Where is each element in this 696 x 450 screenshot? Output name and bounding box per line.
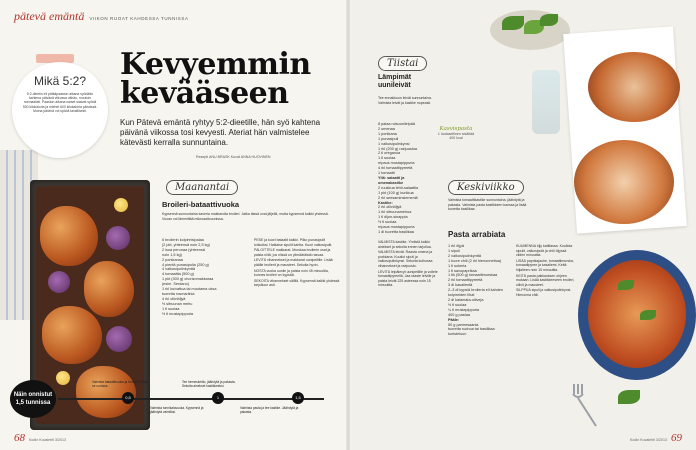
timeline-marker: 1,5	[292, 392, 304, 404]
ingredient: 1 tl savupaprikaa	[448, 268, 477, 273]
ingredient: 8 palaa ruisuunileipää	[378, 122, 415, 126]
folio-right	[630, 432, 682, 444]
ingredient: ½ sitruunan mehu	[162, 301, 193, 306]
ingredient: tuoretta rosmariinia	[162, 291, 195, 296]
ingredient: rripaus mustapippuria	[378, 161, 415, 166]
steps-keskiviikko	[516, 244, 576, 299]
ingredient: 2 rkl oliiviöljyä	[378, 205, 402, 210]
dish-title-tiistai	[378, 74, 411, 90]
ingredient: 2 rkl tomaattipyreetä	[448, 278, 483, 283]
chicken-piece	[42, 306, 102, 364]
running-header	[14, 9, 189, 24]
page-number: 69	[670, 432, 682, 444]
ingredient: 1 rkl öljyä	[448, 244, 465, 248]
timeline-marker: 0,5	[122, 392, 134, 404]
open-sandwich-photo	[574, 140, 674, 224]
day-tag-maanantai: Maanantai	[166, 180, 238, 195]
ingredient: 1 porkkana	[378, 131, 397, 136]
ingredient: 4 rkl tomaattipyreetä	[378, 166, 413, 171]
ingredient-heading: omenakastike	[378, 180, 404, 185]
intro-keskiviikko: Valmista tomaattikastike sunnuntaina, jäähdytä ja pakasta. Valmista pasta kastikkeen kanssa ja lisää tuoretta basilikaa.	[448, 198, 527, 212]
ingredient: 400 g pastaa	[448, 312, 470, 317]
day-tag-tiistai: Tiistai	[378, 56, 427, 71]
callout-kasvispasta	[436, 126, 476, 140]
step: VALMISTA leivät. Raasta omena ja porkkana. Kuutioi sipuli ja valkosipulinkynsi. Sekoita kulhossa vihannekset ja raejuusto.	[378, 250, 433, 268]
chicken-piece	[84, 261, 134, 317]
ingredient: 50 g parmesaania	[448, 322, 479, 327]
ingredient: 1 tomaatti	[378, 171, 395, 176]
section-title: VIIKON RUOAT KAHDESSA TUNNISSA	[89, 16, 189, 21]
lemon-slice	[114, 198, 128, 212]
ingredient: 2 valkosipulinkynttä	[448, 253, 481, 258]
ingredient: 1 dl tuoretta basilikaa	[378, 229, 414, 234]
sticker-text: 5:2-dieetin eli pätkäpaaston aikana syödään kahtena päivänä viikossa vähän, muutoin normaalisti. Paaston aikana naiset saavat syödä 500 kilokaloria ja miehet 600 kilokaloria päivässä. Muina päivinä voi syödä tavallisesti.	[22, 92, 98, 113]
red-onion	[106, 226, 130, 250]
salad-leaf	[540, 14, 558, 26]
step: SILPPUA sipuli ja valkosipulinkynsi. Hienonna chili.	[516, 288, 572, 297]
water-glass	[532, 70, 560, 134]
ingredient: 4 rkl oliiviöljyä	[162, 296, 186, 301]
open-sandwich-photo	[588, 52, 680, 122]
ingredient: ½ tl suolaa	[448, 302, 467, 307]
page-number: 68	[14, 432, 25, 444]
ingredients-maanantai	[162, 238, 248, 317]
chicken-piece	[40, 206, 98, 266]
ingredient-heading: Kastike:	[378, 200, 393, 205]
ingredient-heading: Yllä: salaatti ja	[378, 175, 405, 180]
timeline-note: Valmista tonnikalavuoka. Kypsennä ja jäähdytä valmiiksi.	[150, 406, 204, 414]
step: PALOITTELE makkarat. Murskaa broilerin osat ja paista niitä, jos niissä on ylimääräistä rasvaa.	[254, 248, 331, 257]
ingredient: 6 broilerin koipireisipalaa	[162, 238, 204, 242]
red-onion	[106, 326, 132, 352]
timeline	[10, 380, 348, 425]
step: LEVITÄ vihannekset ja makkarat uunipeltille. Lisää päälle broilerit ja mausteet. Sekoita hyvin.	[254, 258, 333, 267]
pasta-bowl-photo	[578, 250, 696, 380]
ingredient: 4 tomaattia (500 g)	[162, 272, 194, 277]
timeline-note: Valmista pasta ja tee kastike. Jäähdytä ja pakasta.	[240, 406, 299, 414]
page-title	[120, 47, 340, 111]
ingredient: 1 tuore chili (2 rkl hienonnettua)	[448, 258, 502, 263]
day-tag-keskiviikko: Keskiviikko	[448, 180, 524, 195]
step: KUUMENNA öljy kattilassa. Kuullota sipulit, valkosipulit ja chili öljyssä viiden minuuttia.	[516, 244, 573, 258]
ingredient: 1 sipuli	[448, 248, 460, 253]
ingredient: 2 omenaa	[378, 126, 395, 131]
dish-title-keskiviikko: Pasta arrabiata	[448, 230, 506, 239]
ingredient: 2–3 dl kypsiä broileria eli kahden koipireiden lihat	[448, 288, 504, 298]
basil-leaf	[640, 310, 656, 320]
timeline-line	[58, 398, 324, 400]
ingredient: ½ tl suolaa	[378, 220, 397, 225]
ingredient-heading: Pääle:	[448, 317, 460, 322]
step: VALMISTA kastike. Yhdistä kaikki ainekset ja sekoita ennen tarjoilua.	[378, 240, 432, 249]
ingredient: 1 tl suolaa	[378, 156, 396, 161]
ingredient: noin 1,5 kg)	[162, 252, 182, 257]
step: KEITÄ pasta pakkauksen ohjeen mukaan. Lisää kastikkeeseen broileri, oliivit ja mausteet.	[516, 273, 575, 287]
timeline-note: Valmista bataattivuoka ja broileri. Paista ne uunissa.	[92, 380, 149, 388]
ingredient: 1 rkl sitruunamehua	[378, 210, 412, 215]
steps-maanantai	[254, 238, 340, 289]
page-source: Kodin Kuvalehti 3/2013	[29, 438, 66, 442]
steps-tiistai	[378, 240, 440, 289]
ingredient: ¼ tl mustapippuria	[448, 307, 480, 312]
basil-leaf	[618, 280, 634, 290]
dish-title-line: uunileivät	[378, 82, 411, 89]
ingredients-tiistai	[378, 122, 440, 235]
title-line-1: Kevyemmin	[120, 47, 311, 82]
ingredient: (2 pkt, yhteensä noin 2,5 kg)	[162, 242, 210, 247]
ingredient: 1 tl suolaa	[162, 306, 180, 311]
dish-title-maanantai: Broileri-bataattivuoka	[162, 200, 240, 209]
magazine-name: pätevä emäntä	[14, 9, 85, 23]
ingredient: 3 dl kasalientä	[448, 283, 473, 288]
title-line-2: kevääseen	[120, 76, 289, 111]
ingredient: 1 pkt (100 g) kurkkua	[378, 190, 414, 195]
ingredient: 2 isoa perunaa (yhteensä	[162, 247, 205, 252]
red-onion	[48, 271, 70, 293]
step: SEKOITA vihannekset välillä. Kypsennä kaikki yhdessä tarjoiluun asti.	[254, 278, 340, 288]
timeline-marker: 1	[212, 392, 224, 404]
timeline-note: Tee herneskeitto, jäähdytä ja pakasta. Sekoita ainekset kastikkeeksi.	[182, 380, 236, 388]
ingredient: ½ tl mustapippuria	[162, 311, 194, 316]
callout-text: 1 lautasellinen sisältää 400 kcal	[437, 132, 475, 140]
credits: Resepti ANU BRASK Kuvat ANNA HUOVINEN	[196, 155, 271, 159]
ingredient: 1 valkosipulinkynsi	[378, 141, 410, 146]
dish-title-line: Lämpimät	[378, 74, 412, 81]
ingredient: rripaus mustapippuria	[378, 225, 415, 230]
page-source: Kodin Kuvalehti 3/2013	[630, 438, 667, 442]
intro-tiistai: Tee ennakkoon leivät sunnuntaina. Valmista leivät ja kastike nopeasti.	[378, 96, 432, 105]
fork-icon	[566, 380, 606, 430]
ingredient: 2 rkl seesaminsiemeniä	[378, 195, 418, 200]
ingress: Kun Pätevä emäntä ryhtyy 5:2-dieetille, hän syö kahtena päivänä viikossa tosi kevyesti. Ateriat hän valmistelee kätevästi kerralla sunnuntaina.	[120, 118, 321, 147]
step: PESE ja kuori bataatit kaikki. Pilko punasipulit lohkoiksi. Halkaise sipulit kahtia. Kuori valkosipulit.	[254, 238, 333, 247]
ingredient: 1 punasipuli	[378, 136, 399, 141]
ingredient: 4 valkosipulinkynttä	[162, 267, 195, 272]
ingredient: 2 ruukkua lehti-salaattia	[378, 185, 419, 190]
intro-maanantai: Kypsennä sunnuntaina kaveria makkaroita broileri. Jatka tässä ovat jäljellä, mutta kypsennä kaikki yhdessä. Vuoan voi lämmittää mikroaaltouunissa.	[162, 212, 329, 221]
salad-bowl-photo	[490, 10, 570, 50]
ingredient: 1 tl dijon-sinappia	[378, 215, 408, 220]
ingredient: 1 rkl (200 g) raejuustoa	[378, 146, 418, 151]
ingredient: (esim. Serdano)	[162, 282, 190, 287]
timeline-badge: Näin onnistut 1,5 tunnissa	[10, 380, 56, 418]
ingredient: 1 tl sokeria	[448, 263, 467, 268]
ingredient: 2 dl kalamata-oliiveja	[448, 297, 484, 302]
ingredient: 1 pkt (300 g) chorizomakkaraa	[162, 277, 214, 282]
page-gutter	[346, 0, 350, 450]
info-sticker	[12, 62, 108, 158]
step: NOSTA vuoka uuniin ja paista noin 45 minuuttia, kunnes broileri on kypsää.	[254, 268, 329, 278]
ingredient: 4 pientä punasipulia (250 g)	[162, 262, 209, 267]
ingredient: 1 tlk (500 g) tomaattimurskaa	[448, 273, 498, 278]
ingredient: 2 porkkanaa	[162, 257, 183, 262]
ingredient: 1 rkl kuivattua tai muutama oksa	[162, 287, 217, 292]
step: LISÄÄ paprikajauhe, tomaattimurska, tomaattipyree ja kasaliemi. Keitä hiljalleen noin 15 minuuttia.	[516, 258, 574, 272]
ingredient: 2 tl oreganoa	[378, 151, 401, 156]
callout-title: Kasvispasta	[439, 126, 473, 132]
basil-leaf	[618, 390, 640, 404]
sticker-question: Mikä 5:2?	[33, 74, 87, 88]
pasta	[588, 260, 686, 368]
right-page	[348, 0, 696, 450]
step: LEVITÄ leipälevyt uunipellille ja voitele tomaattipyreellä. Jaa raaste leiville ja paista leivät 225 asteessa noin 15 minuuttia.	[378, 269, 438, 288]
ingredient: tuoretta ruohoa tai basilikaa koristeluun	[448, 327, 495, 337]
ingredients-keskiviikko	[448, 244, 514, 337]
salad-leaf	[502, 16, 524, 30]
folio-left	[14, 432, 66, 444]
